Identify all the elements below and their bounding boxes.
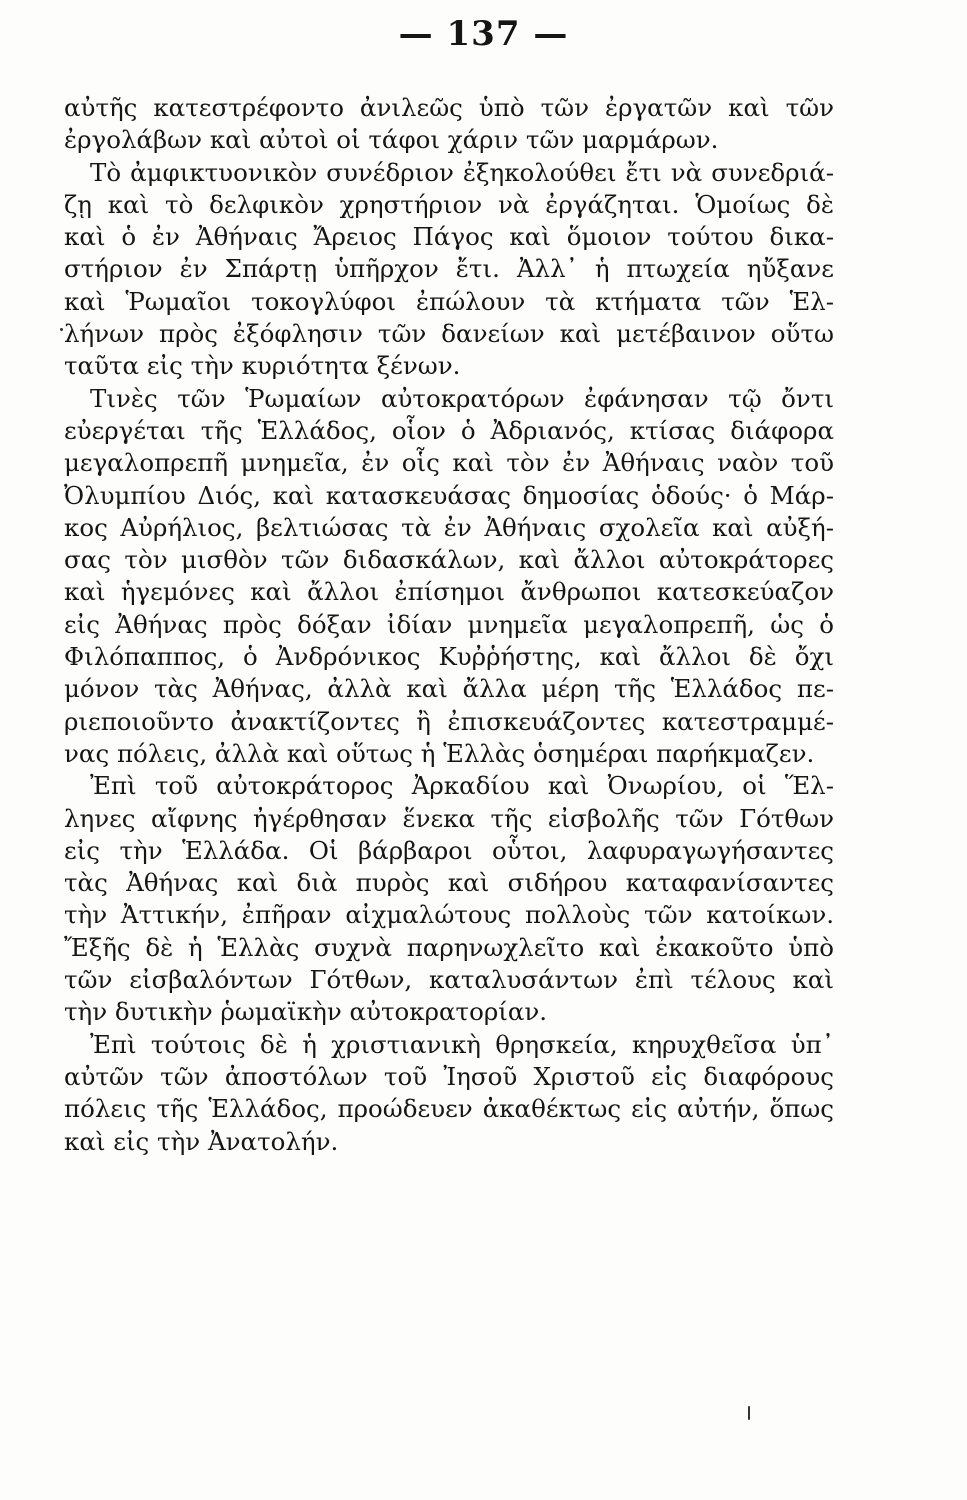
text-line-4: ζῃ καὶ τὸ δελφικὸν χρηστήριον νὰ ἐργάζηται. Ὁμοίως δὲ (64, 189, 834, 219)
text-line-12: μεγαλοπρεπῆ μνημεῖα, ἐν οἷς καὶ τὸν ἐν Ἀθήναις ναὸν τοῦ (64, 448, 834, 478)
body-text (64, 92, 834, 1158)
text-line-21: νας πόλεις, ἀλλὰ καὶ οὕτως ἡ Ἑλλὰς ὁσημέραι παρήκμαζεν. (64, 738, 815, 768)
print-speck (60, 328, 63, 331)
text-line-18: Φιλόπαππος, ὁ Ἀνδρόνικος Κυῤῥήστης, καὶ ἄλλοι δὲ ὄχι (64, 642, 834, 672)
text-line-11: εὐεργέται τῆς Ἑλλάδος, οἷον ὁ Ἀδριανός, κτίσας διάφορα (64, 415, 834, 445)
text-line-10: Τινὲς τῶν Ῥωμαίων αὐτοκρατόρων ἐφάνησαν τῷ ὄντι (90, 383, 834, 413)
text-line-7: καὶ Ῥωμαῖοι τοκογλύφοι ἐπώλουν τὰ κτήματα τῶν Ἑλ- (64, 286, 834, 316)
text-line-22: Ἐπὶ τοῦ αὐτοκράτορος Ἀρκαδίου καὶ Ὀνωρίου, οἱ Ἕλ- (90, 771, 834, 801)
text-line-25: τὰς Ἀθήνας καὶ διὰ πυρὸς καὶ σιδήρου καταφανίσαντες (64, 868, 834, 898)
text-line-29: τὴν δυτικὴν ῥωμαϊκὴν αὐτοκρατορίαν. (64, 997, 548, 1027)
text-line-33: καὶ εἰς τὴν Ἀνατολήν. (64, 1126, 339, 1156)
text-line-8: λήνων πρὸς ἐξόφλησιν τῶν δανείων καὶ μετέβαινον οὕτω (64, 319, 834, 349)
text-line-19: μόνον τὰς Ἀθήνας, ἀλλὰ καὶ ἄλλα μέρη τῆς Ἑλλάδος πε- (64, 674, 834, 704)
text-line-26: τὴν Ἀττικήν, ἐπῆραν αἰχμαλώτους πολλοὺς τῶν κατοίκων. (64, 900, 834, 930)
text-line-5: καὶ ὁ ἐν Ἀθήναις Ἄρειος Πάγος καὶ ὅμοιον τούτου δικα- (64, 222, 834, 252)
text-line-13: Ὀλυμπίου Διός, καὶ κατασκευάσας δημοσίας ὁδούς· ὁ Μάρ- (64, 480, 834, 510)
text-line-31: αὐτῶν τῶν ἀποστόλων τοῦ Ἰησοῦ Χριστοῦ εἰς διαφόρους (64, 1061, 834, 1091)
text-line-28: τῶν εἰσβαλόντων Γότθων, καταλυσάντων ἐπὶ τέλους καὶ (64, 965, 834, 995)
text-line-27: Ἔξῆς δὲ ἡ Ἑλλὰς συχνὰ παρηνωχλεῖτο καὶ ἐκακοῦτο ὑπὸ (64, 932, 834, 962)
text-line-30: Ἐπὶ τούτοις δὲ ἡ χριστιανικὴ θρησκεία, κηρυχθεῖσα ὑπ᾽ (90, 1029, 834, 1059)
text-line-23: ληνες αἴφνης ἠγέρθησαν ἕνεκα τῆς εἰσβολῆς τῶν Γότθων (64, 803, 834, 833)
text-line-15: σας τὸν μισθὸν τῶν διδασκάλων, καὶ ἄλλοι αὐτοκράτορες (64, 545, 834, 575)
text-line-16: καὶ ἡγεμόνες καὶ ἄλλοι ἐπίσημοι ἄνθρωποι κατεσκεύαζον (64, 577, 834, 607)
text-line-17: εἰς Ἀθήνας πρὸς δόξαν ἰδίαν μνημεῖα μεγαλοπρεπῆ, ὡς ὁ (64, 609, 834, 639)
page-number: — 137 — (398, 14, 569, 54)
text-line-9: ταῦτα εἰς τὴν κυριότητα ξένων. (64, 351, 461, 381)
text-line-2: ἐργολάβων καὶ αὐτοὶ οἱ τάφοι χάριν τῶν μαρμάρων. (64, 125, 719, 155)
text-line-32: πόλεις τῆς Ἑλλάδος, προώδευεν ἀκαθέκτως εἰς αὐτήν, ὅπως (64, 1094, 834, 1124)
text-line-1: αὐτῆς κατεστρέφοντο ἀνιλεῶς ὑπὸ τῶν ἐργατῶν καὶ τῶν (64, 93, 834, 122)
text-line-3: Τὸ ἀμφικτυονικὸν συνέδριον ἐξηκολούθει ἔτι νὰ συνεδριά- (90, 157, 834, 187)
text-line-20: ριεποιοῦντο ἀνακτίζοντες ἢ ἐπισκευάζοντες κατεστραμμέ- (64, 706, 834, 736)
text-line-6: στήριον ἐν Σπάρτῃ ὑπῆρχον ἔτι. Ἀλλ᾽ ἡ πτωχεία ηὔξανε (64, 254, 834, 284)
print-speck (748, 1406, 750, 1420)
text-line-14: κος Αὐρήλιος, βελτιώσας τὰ ἐν Ἀθήναις σχολεῖα καὶ αὐξή- (64, 512, 834, 542)
text-line-24: εἰς τὴν Ἑλλάδα. Οἱ βάρβαροι οὗτοι, λαφυραγωγήσαντες (64, 835, 834, 865)
